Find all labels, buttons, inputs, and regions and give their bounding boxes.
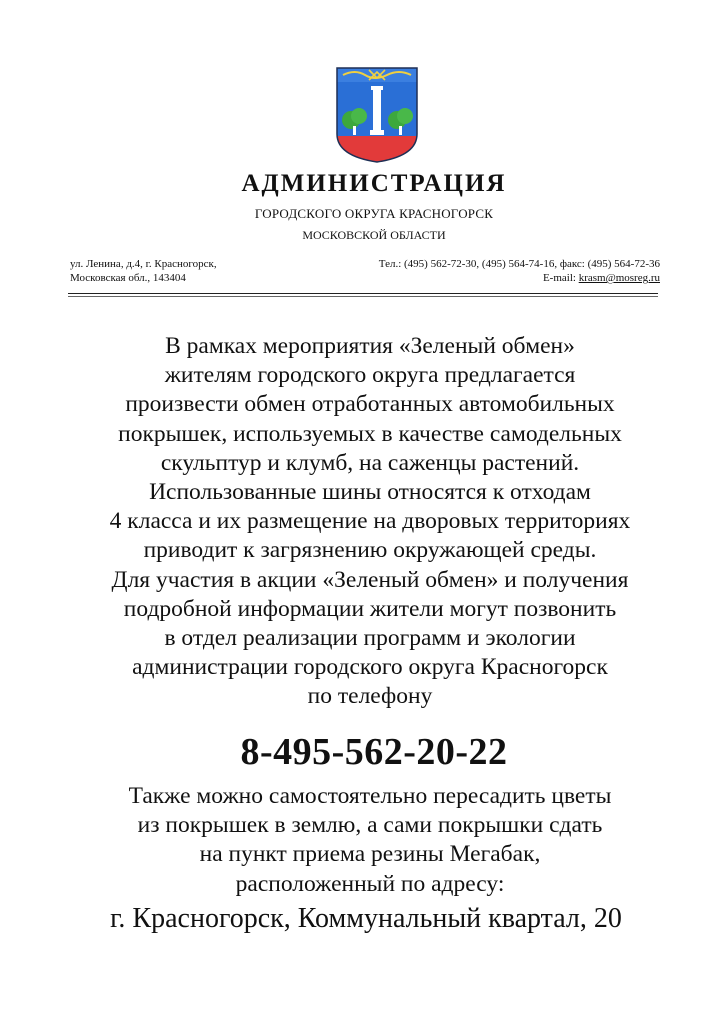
body-line: на пункт приема резины Мегабак,: [199, 841, 541, 868]
body-line: расположенный по адресу:: [235, 870, 505, 897]
body-line: покрышек, используемых в качестве самодельных: [118, 420, 622, 447]
body-line: приводит к загрязнению окружающей среды.: [143, 537, 597, 564]
header-divider: [68, 293, 658, 294]
body-line: В рамках мероприятия «Зеленый обмен»: [165, 333, 575, 359]
email-link[interactable]: krasm@mosreg.ru: [578, 272, 660, 284]
body-line: Использованные шины относятся к отходам: [149, 479, 591, 506]
body-line: из покрышек в землю, а сами покрышки сдать: [137, 812, 603, 839]
organization-region: МОСКОВСКОЙ ОБЛАСТИ: [302, 228, 446, 242]
header-divider-thin: [68, 296, 658, 297]
contact-info: [379, 257, 660, 285]
announcement-body: [40, 332, 700, 712]
body-line: Также можно самостоятельно пересадить цветы: [128, 783, 612, 809]
body-line: по телефону: [307, 683, 433, 710]
coat-of-arms-icon: [335, 66, 419, 164]
postal-address: [70, 257, 217, 285]
organization-title: АДМИНИСТРАЦИЯ: [241, 170, 507, 197]
body-line: произвести обмен отработанных автомобильных: [125, 391, 615, 418]
body-line: 4 класса и их размещение на дворовых территориях: [109, 508, 631, 535]
body-line: подробной информации жители могут позвонить: [123, 595, 617, 622]
body-line: скульптур и клумб, на саженцы растений.: [160, 449, 580, 476]
body-line: в отдел реализации программ и экологии: [164, 625, 576, 652]
email-label: E-mail:: [542, 272, 576, 284]
body-line: администрации городского округа Красногорск: [132, 654, 608, 681]
body-line: жителям городского округа предлагается: [164, 362, 576, 389]
phone-fax-line: Тел.: (495) 562-72-30, (495) 564-74-16, факс: (495) 564-72-36: [378, 258, 660, 270]
address-line-1: ул. Ленина, д.4, г. Красногорск,: [70, 258, 217, 270]
body-line: Для участия в акции «Зеленый обмен» и получения: [111, 566, 629, 593]
address-line-2: Московская обл., 143404: [70, 272, 186, 284]
organization-subtitle: ГОРОДСКОГО ОКРУГА КРАСНОГОРСК: [254, 206, 494, 221]
email-line: [379, 271, 660, 285]
announcement-body-continued: [40, 782, 700, 899]
contact-phone-number: 8-495-562-20-22: [240, 731, 508, 773]
collection-point-address: г. Красногорск, Коммунальный квартал, 20: [110, 903, 622, 934]
